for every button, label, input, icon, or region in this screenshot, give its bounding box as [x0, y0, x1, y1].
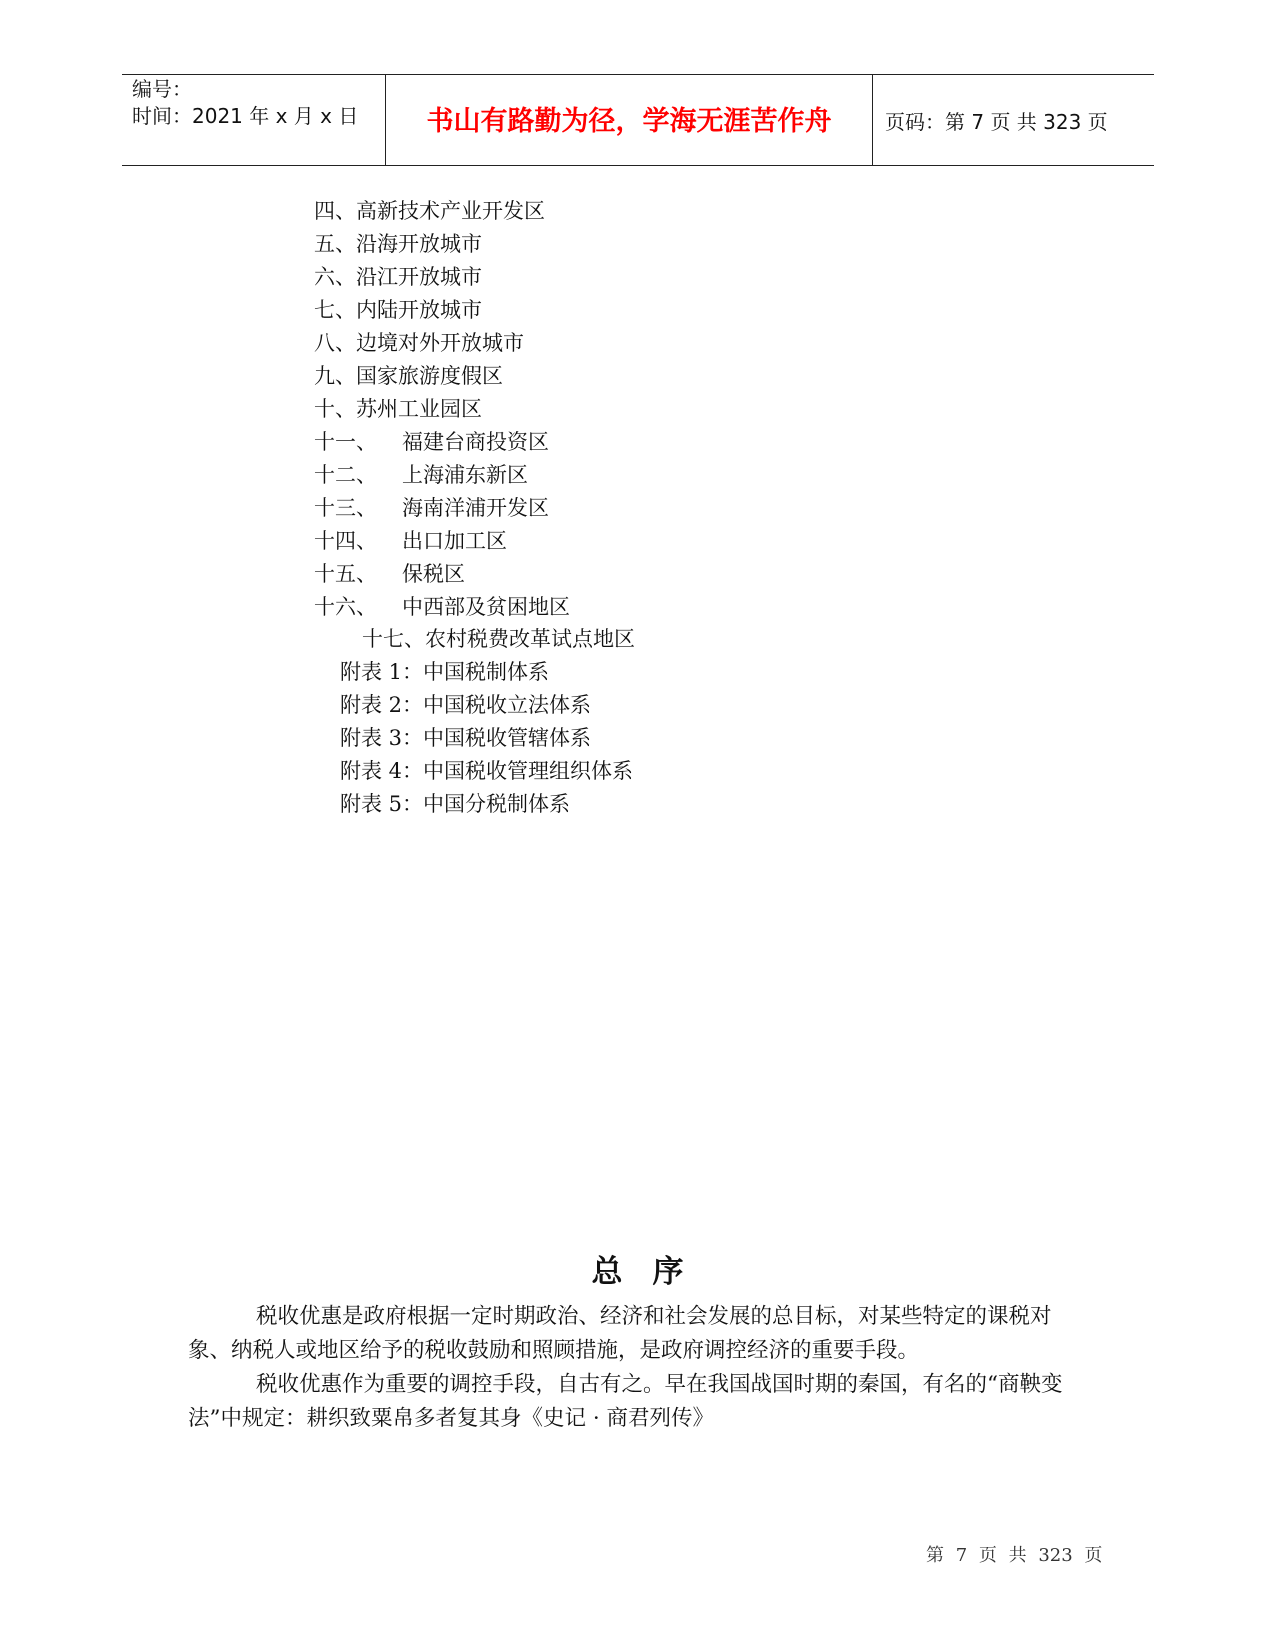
appendix-item[interactable] [340, 723, 591, 753]
toc-item[interactable] [314, 526, 507, 556]
toc-item-number: 十五、 [314, 562, 377, 586]
toc-item-number: 十、 [314, 397, 356, 421]
toc-item-number: 四、 [314, 199, 356, 223]
appendix-item[interactable] [340, 657, 549, 687]
toc-item-title: 上海浦东新区 [402, 463, 528, 487]
header-meta-cell [122, 75, 386, 165]
toc-item-title: 保税区 [402, 562, 465, 586]
toc-item[interactable] [314, 196, 545, 226]
document-header [122, 74, 1154, 166]
appendix-item[interactable] [340, 756, 633, 786]
toc-item[interactable] [314, 427, 549, 457]
toc-item-number: 十四、 [314, 529, 377, 553]
footer-page-number: 第 7 页 共 323 页 [926, 1545, 1103, 1566]
toc-item-title: 沿海开放城市 [356, 232, 482, 256]
toc-item-number: 十六、 [314, 595, 377, 619]
body-paragraph: 税收优惠作为重要的调控手段，自古有之。早在我国战国时期的秦国，有名的“商鞅变法”中规定：耕织致粟帛多者复其身《史记 · 商君列传》 [188, 1372, 1063, 1431]
motto-text: 书山有路勤为径，学海无涯苦作舟 [426, 106, 832, 137]
toc-item-title: 海南洋浦开发区 [402, 496, 549, 520]
toc-item-title: 内陆开放城市 [356, 298, 482, 322]
toc-item-number: 十一、 [314, 430, 377, 454]
appendix-title: 中国税制体系 [423, 660, 550, 684]
toc-item-number: 十二、 [314, 463, 377, 487]
toc-item[interactable] [314, 460, 528, 490]
header-page-cell [873, 75, 1154, 165]
toc-item[interactable] [314, 328, 524, 358]
appendix-item[interactable] [340, 690, 591, 720]
toc-item-title: 沿江开放城市 [356, 265, 482, 289]
body-paragraph: 税收优惠是政府根据一定时期政治、经济和社会发展的总目标，对某些特定的课税对象、纳税人或地区给予的税收鼓励和照顾措施，是政府调控经济的重要手段。 [188, 1304, 1052, 1363]
toc-item-number: 十七、 [362, 627, 425, 651]
toc-item[interactable] [362, 624, 635, 654]
header-page-number: 页码：第 7 页 共 323 页 [885, 110, 1108, 134]
appendix-title: 中国税收管理组织体系 [423, 759, 634, 783]
appendix-label: 附表 3： [340, 726, 424, 750]
toc-item-number: 五、 [314, 232, 356, 256]
toc-item-title: 农村税费改革试点地区 [425, 627, 635, 651]
toc-item[interactable] [314, 592, 570, 622]
appendix-label: 附表 2： [340, 693, 424, 717]
toc-item[interactable] [314, 559, 465, 589]
appendix-title: 中国分税制体系 [423, 792, 571, 816]
toc-item-title: 出口加工区 [402, 529, 507, 553]
toc-item[interactable] [314, 262, 482, 292]
header-motto-cell [386, 75, 873, 165]
appendix-label: 附表 1： [340, 660, 424, 684]
toc-item-title: 福建台商投资区 [402, 430, 549, 454]
toc-item-number: 九、 [314, 364, 356, 388]
appendix-label: 附表 5： [340, 792, 424, 816]
toc-item-title: 边境对外开放城市 [356, 331, 524, 355]
toc-item[interactable] [314, 493, 549, 523]
appendix-title: 中国税收管辖体系 [423, 726, 592, 750]
toc-item-title: 高新技术产业开发区 [356, 199, 545, 223]
appendix-item[interactable] [340, 789, 570, 819]
toc-item[interactable] [314, 394, 482, 424]
section-heading: 总序 [591, 1254, 714, 1290]
toc-item-title: 中西部及贫困地区 [402, 595, 570, 619]
date-text: 时间：2021 年 x 月 x 日 [132, 104, 359, 128]
toc-item[interactable] [314, 229, 482, 259]
appendix-title: 中国税收立法体系 [423, 693, 592, 717]
toc-item-number: 六、 [314, 265, 356, 289]
toc-item-title: 国家旅游度假区 [356, 364, 503, 388]
appendix-label: 附表 4： [340, 759, 424, 783]
toc-item-number: 十三、 [314, 496, 377, 520]
toc-item-title: 苏州工业园区 [356, 397, 482, 421]
serial-number-label: 编号： [132, 77, 192, 101]
toc-item[interactable] [314, 361, 503, 391]
toc-item[interactable] [314, 295, 482, 325]
toc-item-number: 八、 [314, 331, 356, 355]
toc-item-number: 七、 [314, 298, 356, 322]
